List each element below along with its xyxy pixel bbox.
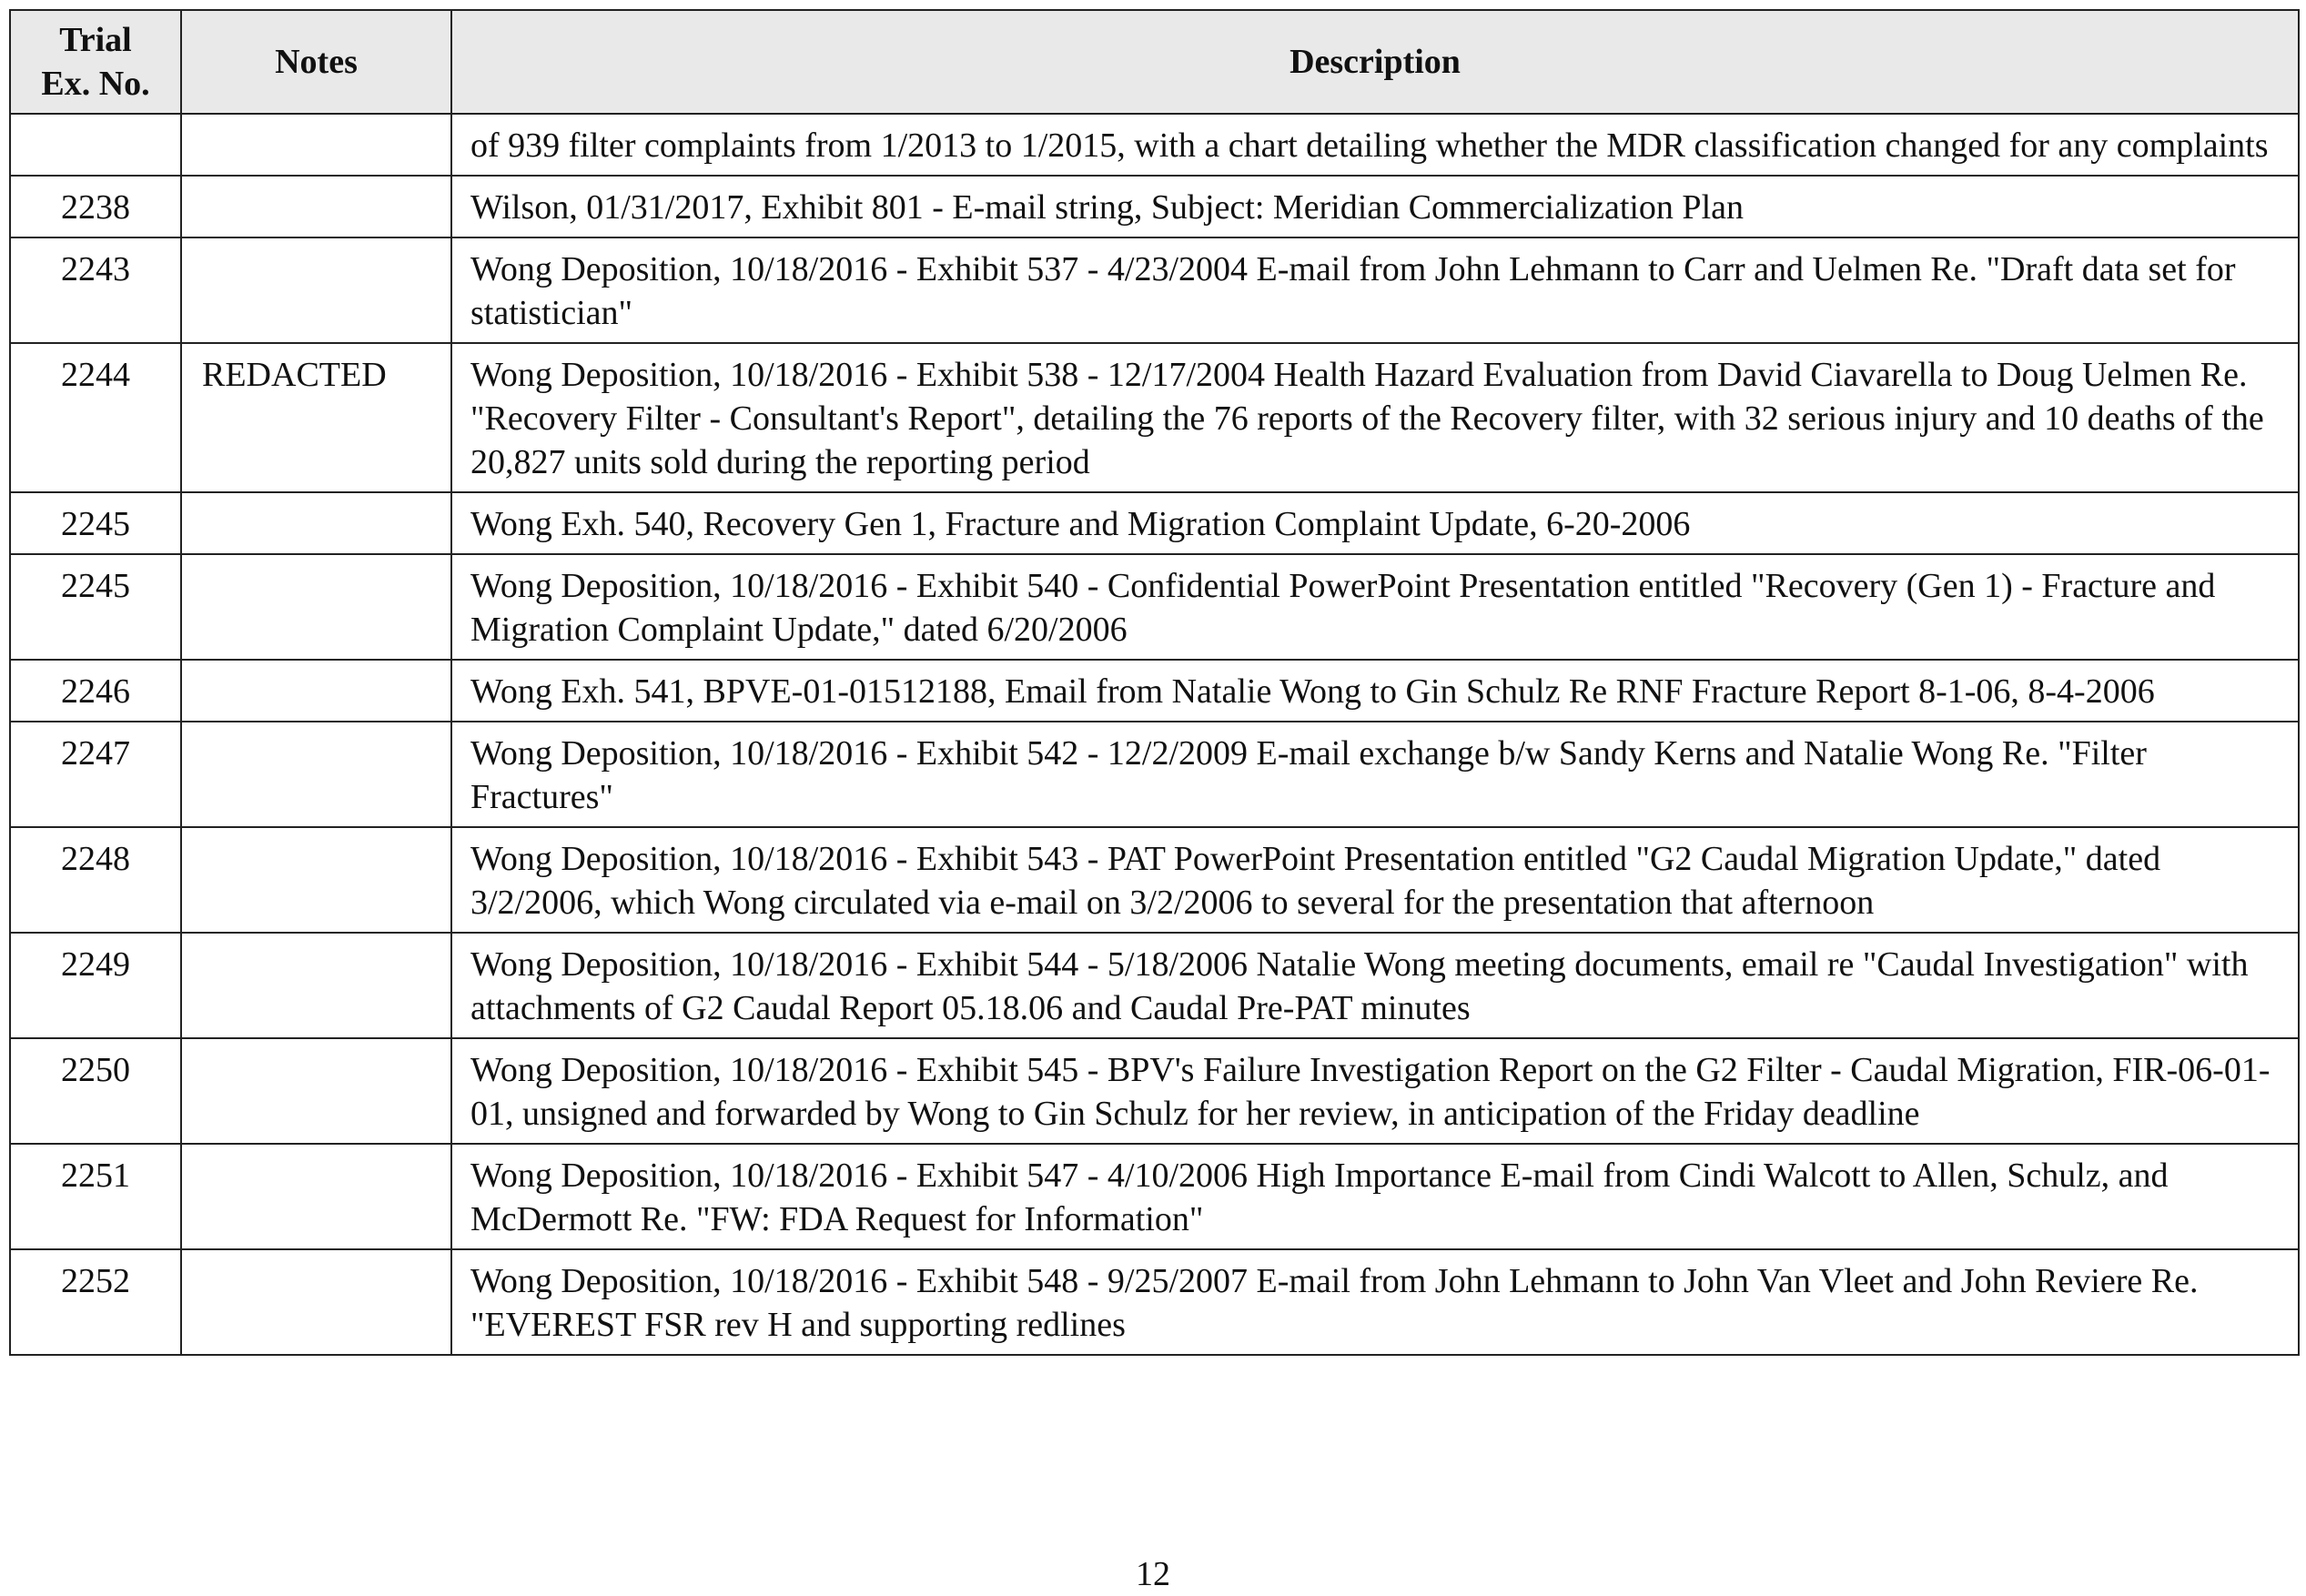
table-row — [10, 933, 2299, 1038]
cell-notes — [181, 722, 451, 827]
cell-description: Wong Deposition, 10/18/2016 - Exhibit 544 - 5/18/2006 Natalie Wong meeting documents, email re "Caudal Investigation" with attachments of G2 Caudal Report 05.18.06 and Caudal Pre-PAT minutes — [451, 933, 2299, 1038]
cell-description: of 939 filter complaints from 1/2013 to 1/2015, with a chart detailing whether the MDR classification changed for any complaints — [451, 114, 2299, 176]
cell-description: Wong Deposition, 10/18/2016 - Exhibit 538 - 12/17/2004 Health Hazard Evaluation from David Ciavarella to Doug Uelmen Re. "Recovery Filter - Consultant's Report", detailing the 76 reports of the Recovery filter, with 32 serious injury and 10 deaths of the 20,827 units sold during the reporting period — [451, 343, 2299, 492]
cell-trial-ex-no: 2246 — [10, 660, 181, 722]
cell-notes — [181, 827, 451, 933]
cell-trial-ex-no — [10, 114, 181, 176]
table-row — [10, 237, 2299, 343]
table-row — [10, 722, 2299, 827]
cell-notes — [181, 492, 451, 554]
page-number: 12 — [1136, 1555, 1170, 1593]
header-trial-ex-no — [10, 10, 181, 114]
cell-trial-ex-no: 2245 — [10, 492, 181, 554]
cell-description: Wong Deposition, 10/18/2016 - Exhibit 537 - 4/23/2004 E-mail from John Lehmann to Carr and Uelmen Re. "Draft data set for statistician" — [451, 237, 2299, 343]
cell-notes — [181, 176, 451, 237]
table-row — [10, 176, 2299, 237]
cell-notes: REDACTED — [181, 343, 451, 492]
cell-description: Wong Exh. 541, BPVE-01-01512188, Email from Natalie Wong to Gin Schulz Re RNF Fracture Report 8-1-06, 8-4-2006 — [451, 660, 2299, 722]
exhibit-table — [9, 9, 2300, 1356]
header-row — [10, 10, 2299, 114]
cell-trial-ex-no: 2238 — [10, 176, 181, 237]
cell-notes — [181, 1144, 451, 1249]
cell-description: Wong Deposition, 10/18/2016 - Exhibit 548 - 9/25/2007 E-mail from John Lehmann to John Van Vleet and John Reviere Re. "EVEREST FSR rev H and supporting redlines — [451, 1249, 2299, 1355]
cell-description: Wong Deposition, 10/18/2016 - Exhibit 542 - 12/2/2009 E-mail exchange b/w Sandy Kerns and Natalie Wong Re. "Filter Fractures" — [451, 722, 2299, 827]
cell-trial-ex-no: 2247 — [10, 722, 181, 827]
header-notes: Notes — [181, 10, 451, 114]
cell-description: Wilson, 01/31/2017, Exhibit 801 - E-mail string, Subject: Meridian Commercialization Plan — [451, 176, 2299, 237]
table-row — [10, 492, 2299, 554]
cell-description: Wong Deposition, 10/18/2016 - Exhibit 547 - 4/10/2006 High Importance E-mail from Cindi Walcott to Allen, Schulz, and McDermott Re. "FW: FDA Request for Information" — [451, 1144, 2299, 1249]
cell-notes — [181, 554, 451, 660]
table-row — [10, 1038, 2299, 1144]
cell-description: Wong Deposition, 10/18/2016 - Exhibit 540 - Confidential PowerPoint Presentation entitled "Recovery (Gen 1) - Fracture and Migration Complaint Update," dated 6/20/2006 — [451, 554, 2299, 660]
cell-notes — [181, 660, 451, 722]
cell-trial-ex-no: 2244 — [10, 343, 181, 492]
table-body — [10, 114, 2299, 1355]
cell-trial-ex-no: 2243 — [10, 237, 181, 343]
header-description: Description — [451, 10, 2299, 114]
cell-trial-ex-no: 2251 — [10, 1144, 181, 1249]
cell-description: Wong Deposition, 10/18/2016 - Exhibit 545 - BPV's Failure Investigation Report on the G2 Filter - Caudal Migration, FIR-06-01-01, unsigned and forwarded by Wong to Gin Schulz for her review, in anticipation of the Friday deadline — [451, 1038, 2299, 1144]
table-header — [10, 10, 2299, 114]
table-row — [10, 554, 2299, 660]
table-row — [10, 827, 2299, 933]
table-row — [10, 1144, 2299, 1249]
cell-trial-ex-no: 2245 — [10, 554, 181, 660]
table-row — [10, 1249, 2299, 1355]
header-trial-ex-no-line1: Trial — [59, 21, 132, 59]
cell-notes — [181, 933, 451, 1038]
cell-description: Wong Deposition, 10/18/2016 - Exhibit 543 - PAT PowerPoint Presentation entitled "G2 Caudal Migration Update," dated 3/2/2006, which Wong circulated via e-mail on 3/2/2006 to several for the presentation that afternoon — [451, 827, 2299, 933]
cell-trial-ex-no: 2249 — [10, 933, 181, 1038]
table-row — [10, 660, 2299, 722]
cell-description: Wong Exh. 540, Recovery Gen 1, Fracture and Migration Complaint Update, 6-20-2006 — [451, 492, 2299, 554]
cell-trial-ex-no: 2252 — [10, 1249, 181, 1355]
cell-notes — [181, 114, 451, 176]
cell-trial-ex-no: 2250 — [10, 1038, 181, 1144]
table-row — [10, 343, 2299, 492]
cell-notes — [181, 1038, 451, 1144]
header-trial-ex-no-line2: Ex. No. — [41, 65, 150, 103]
cell-notes — [181, 1249, 451, 1355]
table-row — [10, 114, 2299, 176]
cell-trial-ex-no: 2248 — [10, 827, 181, 933]
cell-notes — [181, 237, 451, 343]
